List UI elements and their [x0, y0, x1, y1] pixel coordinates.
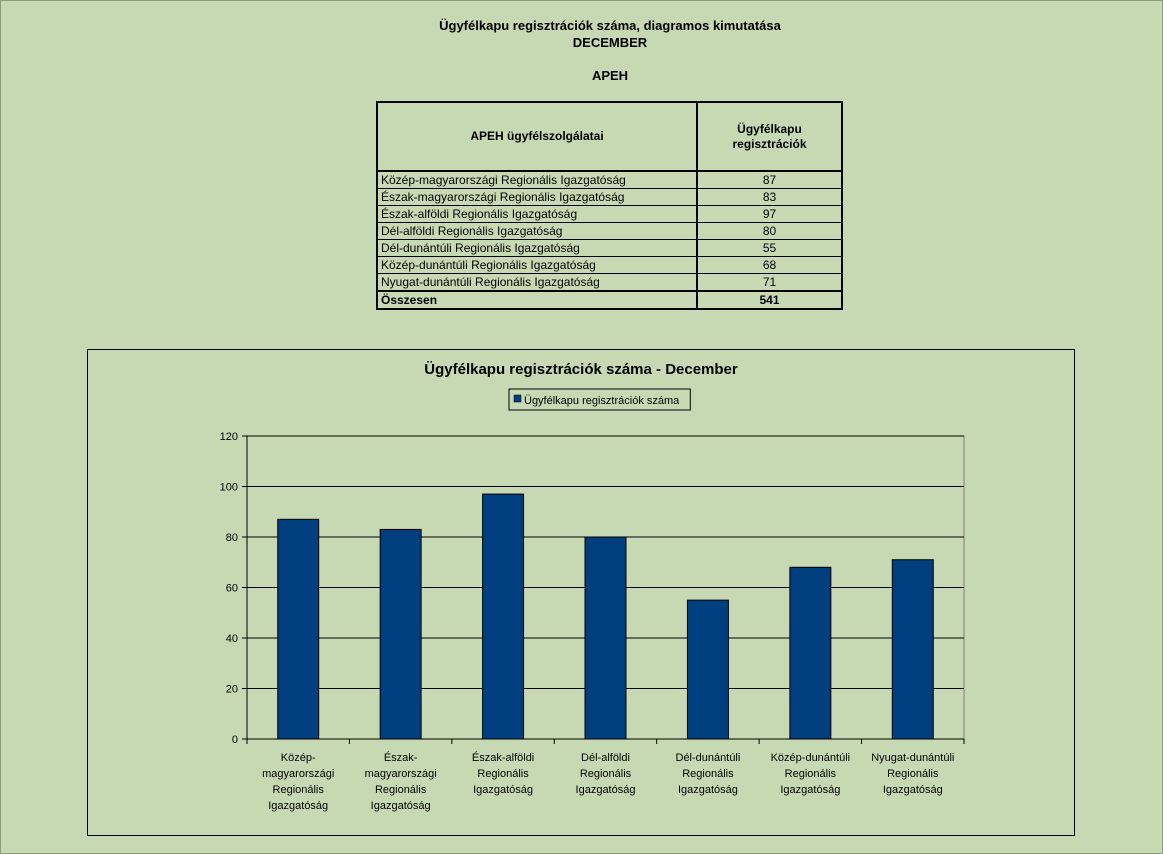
- y-tick-label: 120: [219, 431, 238, 443]
- registration-count: 87: [697, 171, 842, 189]
- y-tick-label: 100: [219, 481, 238, 494]
- table-row: [377, 171, 842, 189]
- office-name: Dél-alföldi Regionális Igazgatóság: [377, 223, 697, 240]
- x-tick-label: Közép-magyarországi Regionális Igazgatóság: [262, 752, 335, 812]
- total-value: 541: [697, 291, 842, 309]
- x-tick-label: Dél-alföldi Regionális Igazgatóság: [575, 752, 636, 796]
- y-tick-label: 40: [225, 633, 238, 645]
- col-header-line1: Ügyfélkapu: [737, 121, 802, 136]
- y-tick-label: 80: [225, 532, 238, 544]
- office-name: Közép-magyarországi Regionális Igazgatóság: [377, 171, 697, 189]
- bar: [483, 494, 524, 739]
- bar: [687, 600, 728, 739]
- table-row: [377, 274, 842, 292]
- y-tick-label: 20: [225, 683, 238, 696]
- office-name: Nyugat-dunántúli Regionális Igazgatóság: [377, 274, 697, 292]
- y-tick-label: 0: [231, 734, 238, 746]
- legend-label: Ügyfélkapu regisztrációk száma: [524, 395, 680, 407]
- summary-table: [376, 101, 843, 310]
- report-title: Ügyfélkapu regisztrációk száma, diagramos kimutatása: [439, 18, 781, 33]
- table-row: [377, 223, 842, 240]
- office-name: Észak-alföldi Regionális Igazgatóság: [377, 206, 697, 223]
- bar: [585, 537, 626, 739]
- col-header-offices: APEH ügyfélszolgálatai: [377, 102, 697, 171]
- table-header-row: [377, 102, 842, 171]
- office-name: Dél-dunántúli Regionális Igazgatóság: [377, 240, 697, 257]
- table-total-row: [377, 291, 842, 309]
- registration-count: 80: [697, 223, 842, 240]
- x-tick-label: Észak-magyarországi Regionális Igazgatóság: [364, 752, 437, 812]
- office-name: Közép-dunántúli Regionális Igazgatóság: [377, 257, 697, 274]
- col-header-line2: regisztrációk: [732, 136, 807, 151]
- report-organization: APEH: [591, 68, 629, 83]
- x-tick-label: Észak-alföldi Regionális Igazgatóság: [471, 752, 535, 796]
- bar-chart: [88, 350, 1074, 835]
- bar: [790, 567, 831, 739]
- col-header-registrations: [697, 102, 842, 171]
- table-row: [377, 240, 842, 257]
- table-row: [377, 189, 842, 206]
- x-tick-label: Közép-dunántúli Regionális Igazgatóság: [770, 752, 851, 796]
- bar: [892, 560, 933, 739]
- chart-title: Ügyfélkapu regisztrációk száma - December: [424, 361, 738, 378]
- registration-count: 97: [697, 206, 842, 223]
- bar: [278, 519, 319, 739]
- legend-swatch: [514, 395, 521, 402]
- x-tick-label: Dél-dunántúli Regionális Igazgatóság: [675, 752, 741, 796]
- report-month: DECEMBER: [572, 35, 648, 50]
- registration-count: 71: [697, 274, 842, 292]
- chart-area: [87, 349, 1075, 836]
- total-label: Összesen: [377, 291, 697, 309]
- table-row: [377, 257, 842, 274]
- registration-count: 55: [697, 240, 842, 257]
- bar: [380, 529, 421, 739]
- table-row: [377, 206, 842, 223]
- registration-count: 68: [697, 257, 842, 274]
- x-tick-label: Nyugat-dunántúli Regionális Igazgatóság: [871, 752, 955, 796]
- registration-count: 83: [697, 189, 842, 206]
- office-name: Észak-magyarországi Regionális Igazgatóság: [377, 189, 697, 206]
- y-tick-label: 60: [225, 582, 238, 595]
